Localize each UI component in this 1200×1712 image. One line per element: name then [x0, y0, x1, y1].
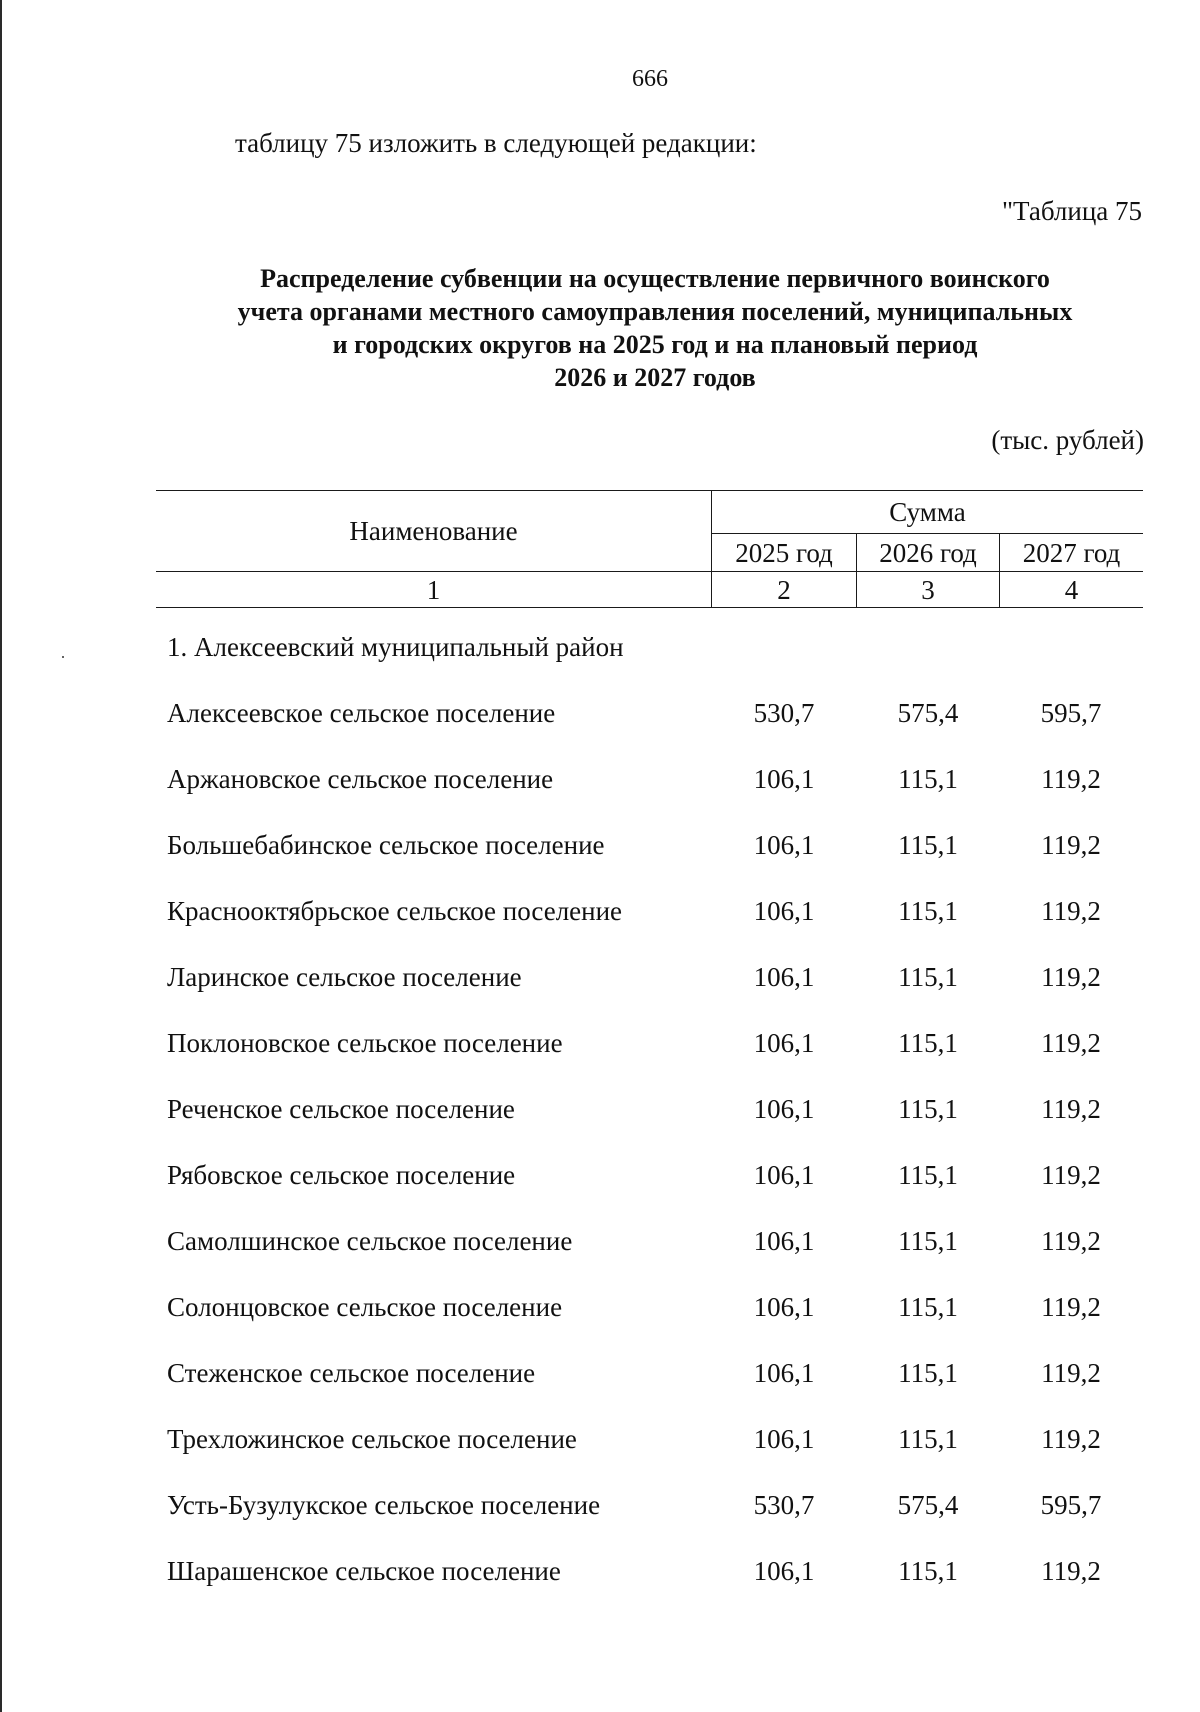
table-row	[0, 1292, 1200, 1358]
settlement-name: Ларинское сельское поселение	[167, 962, 522, 992]
header-year-2025: 2025 год	[735, 538, 833, 568]
table-row	[0, 1424, 1200, 1490]
table-body	[0, 632, 1200, 1622]
value-2026: 575,4	[897, 1490, 959, 1520]
value-2025: 106,1	[753, 1226, 815, 1256]
value-2026: 115,1	[898, 962, 958, 992]
settlement-name: Аржановское сельское поселение	[167, 764, 554, 794]
table-row	[0, 1226, 1200, 1292]
table-row	[0, 1160, 1200, 1226]
value-2027: 119,2	[1041, 1556, 1101, 1586]
settlement-name: Краснооктябрьское сельское поселение	[167, 896, 623, 926]
intro-text: таблицу 75 изложить в следующей редакции:	[235, 128, 757, 158]
title-line: 2026 и 2027 годов	[554, 363, 756, 392]
value-2027: 119,2	[1041, 1424, 1101, 1454]
value-2025: 106,1	[753, 764, 815, 794]
column-number: 4	[1064, 575, 1079, 605]
value-2026: 115,1	[898, 1292, 958, 1322]
value-2027: 595,7	[1040, 1490, 1102, 1520]
value-2025: 106,1	[753, 1028, 815, 1058]
value-2025: 530,7	[753, 698, 815, 728]
value-2027: 119,2	[1041, 1028, 1101, 1058]
settlement-name: Большебабинское сельское поселение	[167, 830, 605, 860]
value-2025: 106,1	[753, 1094, 815, 1124]
table-row	[0, 896, 1200, 962]
table-reference: "Таблица 75	[1002, 196, 1142, 226]
column-number: 3	[921, 575, 935, 605]
value-2026: 115,1	[898, 1226, 958, 1256]
value-2025: 106,1	[753, 896, 815, 926]
number-row-bottom-border	[156, 607, 1143, 608]
value-2026: 115,1	[898, 764, 958, 794]
value-2026: 115,1	[898, 1424, 958, 1454]
column-number: 1	[426, 575, 441, 605]
value-2027: 595,7	[1040, 698, 1102, 728]
value-2026: 115,1	[898, 1094, 958, 1124]
value-2025: 530,7	[753, 1490, 815, 1520]
settlement-name: Стеженское сельское поселение	[167, 1358, 536, 1388]
header-sum: Сумма	[889, 497, 966, 527]
table-row	[0, 1358, 1200, 1424]
settlement-name: Солонцовское сельское поселение	[167, 1292, 563, 1322]
value-2027: 119,2	[1041, 1358, 1101, 1388]
table-row	[0, 962, 1200, 1028]
value-2026: 115,1	[898, 1556, 958, 1586]
settlement-name: Поклоновское сельское поселение	[167, 1028, 563, 1058]
value-2025: 106,1	[753, 1424, 815, 1454]
settlement-name: Алексеевское сельское поселение	[167, 698, 556, 728]
title-line: учета органами местного самоуправления поселений, муниципальных	[237, 297, 1073, 326]
settlement-name: Трехложинское сельское поселение	[167, 1424, 577, 1454]
value-2025: 106,1	[753, 1556, 815, 1586]
table-row	[0, 698, 1200, 764]
value-2025: 106,1	[753, 830, 815, 860]
value-2026: 115,1	[898, 1358, 958, 1388]
settlement-name: Реченское сельское поселение	[167, 1094, 515, 1124]
header-year-2026: 2026 год	[879, 538, 977, 568]
table-row	[0, 1490, 1200, 1556]
table-row	[0, 830, 1200, 896]
table-top-border	[156, 490, 1143, 491]
value-2027: 119,2	[1041, 830, 1101, 860]
value-2025: 106,1	[753, 1160, 815, 1190]
value-2027: 119,2	[1041, 1094, 1101, 1124]
section-heading: 1. Алексеевский муниципальный район	[167, 632, 624, 662]
column-number: 2	[777, 575, 791, 605]
settlement-name: Рябовское сельское поселение	[167, 1160, 516, 1190]
header-name: Наименование	[349, 516, 518, 546]
settlement-name: Усть-Бузулукское сельское поселение	[167, 1490, 601, 1520]
value-2027: 119,2	[1041, 764, 1101, 794]
value-2026: 115,1	[898, 896, 958, 926]
table-title	[120, 262, 1190, 394]
header-bottom-border	[156, 571, 1143, 572]
value-2027: 119,2	[1041, 962, 1101, 992]
value-2027: 119,2	[1041, 1226, 1101, 1256]
value-2025: 106,1	[753, 962, 815, 992]
table-row	[0, 1556, 1200, 1622]
value-2025: 106,1	[753, 1292, 815, 1322]
section-row	[0, 632, 1200, 698]
value-2027: 119,2	[1041, 1292, 1101, 1322]
table-row	[0, 764, 1200, 830]
page-number: 666	[632, 66, 668, 92]
table-row	[0, 1028, 1200, 1094]
value-2025: 106,1	[753, 1358, 815, 1388]
value-2026: 115,1	[898, 830, 958, 860]
value-2027: 119,2	[1041, 1160, 1101, 1190]
sum-divider	[712, 533, 1143, 534]
value-2026: 115,1	[898, 1028, 958, 1058]
settlement-name: Шарашенское сельское поселение	[167, 1556, 561, 1586]
title-line: Распределение субвенции на осуществление первичного воинского	[260, 264, 1050, 293]
table-row	[0, 1094, 1200, 1160]
units-label: (тыс. рублей)	[991, 425, 1144, 455]
header-year-2027: 2027 год	[1022, 538, 1121, 568]
value-2026: 575,4	[897, 698, 959, 728]
settlement-name: Самолшинское сельское поселение	[167, 1226, 573, 1256]
title-line: и городских округов на 2025 год и на плановый период	[332, 330, 978, 359]
value-2026: 115,1	[898, 1160, 958, 1190]
value-2027: 119,2	[1041, 896, 1101, 926]
